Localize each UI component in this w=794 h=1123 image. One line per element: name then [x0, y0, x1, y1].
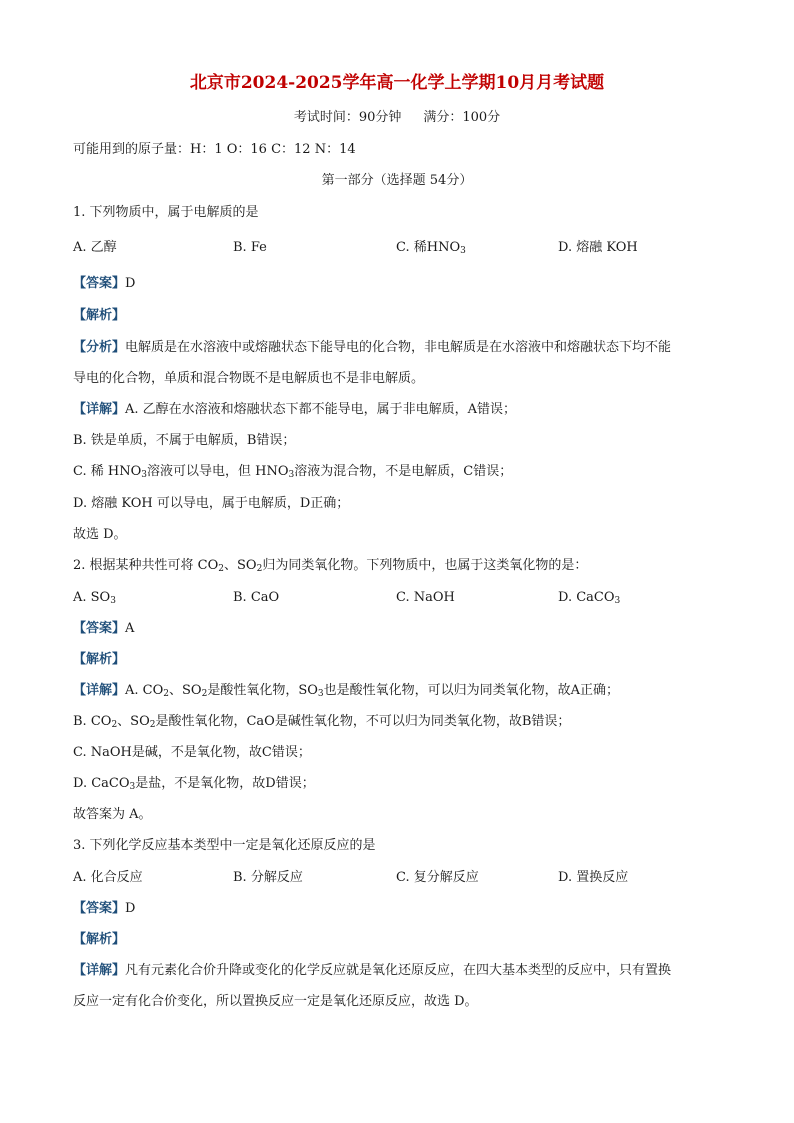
q3-option-b: B. 分解反应 [233, 870, 303, 885]
q2-answer: 【答案】A [73, 621, 135, 636]
q3-analysis-tag: 【解析】 [73, 932, 126, 947]
answer-tag: 【答案】 [73, 621, 126, 636]
q2-option-d: D. CaCO$_3$ [558, 590, 621, 606]
exam-time: 考试时间：90分钟 [293, 110, 402, 125]
q2-detail-b: B. $CO_2$、$SO_2$是酸性氧化物，CaO是碱性氧化物，不可以归为同类氧化物，故B错误； [73, 714, 571, 730]
q1-detail-c: C. 稀 $HNO_3$溶液可以导电，但 $HNO_3$溶液为混合物，不是电解质，C错误； [73, 464, 513, 480]
q3-option-d: D. 置换反应 [558, 870, 629, 885]
q1-option-d: D. 熔融 KOH [558, 240, 638, 255]
q1-option-a: A. 乙醇 [73, 240, 117, 255]
q1-detail-a: 【详解】A. 乙醇在水溶液和熔融状态下都不能导电，属于非电解质，A错误； [73, 402, 517, 417]
q2-option-b: B. CaO [233, 590, 280, 605]
q3-answer: 【答案】D [73, 901, 136, 916]
q1-fenxi-2: 导电的化合物，单质和混合物既不是电解质也不是非电解质。 [73, 371, 425, 386]
exam-info [0, 108, 794, 128]
q2-detail-c: C. NaOH是碱，不是氧化物，故C错误； [73, 745, 311, 760]
q1-analysis-tag: 【解析】 [73, 308, 126, 323]
q1-answer: 【答案】D [73, 276, 136, 291]
q3-stem: 3. 下列化学反应基本类型中一定是氧化还原反应的是 [73, 838, 376, 853]
q1-fenxi-1: 【分析】电解质是在水溶液中或熔融状态下能导电的化合物，非电解质是在水溶液中和熔融状态下均不能 [73, 340, 672, 355]
q1-stem: 1. 下列物质中，属于电解质的是 [73, 205, 259, 220]
q2-analysis-tag: 【解析】 [73, 652, 126, 667]
q3-detail-1: 【详解】凡有元素化合价升降或变化的化学反应就是氧化还原反应，在四大基本类型的反应中，只有置换 [73, 963, 672, 978]
q1-detail-b: B. 铁是单质，不属于电解质，B错误； [73, 433, 296, 448]
q2-option-a: A. $SO_3$ [73, 590, 116, 606]
full-score: 满分：100分 [423, 110, 501, 125]
q2-stem: 2. 根据某种共性可将 $CO_2$、$SO_2$归为同类氧化物。下列物质中，也属于这类氧化物的是： [73, 558, 588, 574]
q1-conclusion: 故选 D。 [73, 527, 127, 542]
answer-tag: 【答案】 [73, 276, 126, 291]
q2-detail-d: D. CaCO$_3$是盐，不是氧化物，故D错误； [73, 776, 315, 792]
q2-conclusion: 故答案为 A。 [73, 807, 152, 822]
q1-detail-d: D. 熔融 KOH 可以导电，属于电解质，D正确； [73, 496, 350, 511]
q3-option-c: C. 复分解反应 [396, 870, 479, 885]
q2-detail-a: 【详解】A. $CO_2$、$SO_2$是酸性氧化物，$SO_3$也是酸性氧化物，可以归为同类氧化物，故A正确； [73, 683, 620, 699]
q3-detail-2: 反应一定有化合价变化，所以置换反应一定是氧化还原反应，故选 D。 [73, 994, 478, 1009]
q2-option-c: C. NaOH [396, 590, 455, 605]
part-heading: 第一部分（选择题 54分） [321, 173, 473, 188]
q3-option-a: A. 化合反应 [73, 870, 143, 885]
q1-option-b: B. Fe [233, 240, 267, 255]
atomic-mass-note: 可能用到的原子量：H：1 O：16 C：12 N：14 [73, 142, 356, 157]
page-title: 北京市2024-2025学年高一化学上学期10月月考试题 [189, 73, 605, 93]
q1-option-c: C. 稀$HNO_3$ [396, 240, 466, 256]
answer-tag: 【答案】 [73, 901, 126, 916]
